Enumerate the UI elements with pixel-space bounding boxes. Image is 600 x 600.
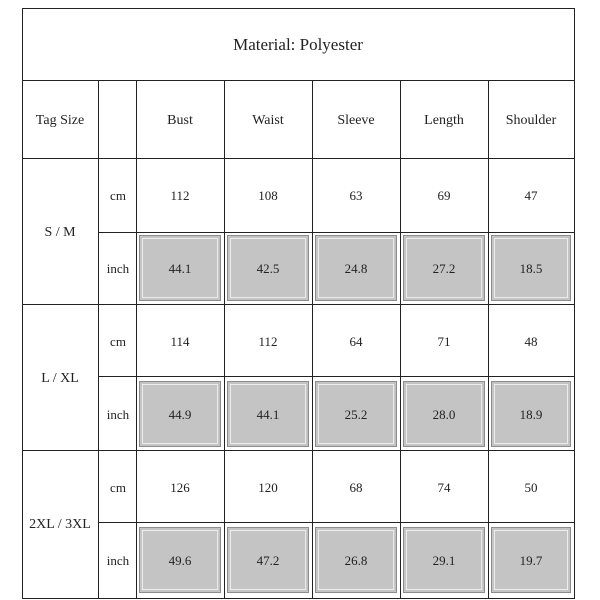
header-sleeve: Sleeve xyxy=(337,113,375,128)
cell-inch-waist: 47.2 xyxy=(256,553,280,568)
cell-cm-length: 71 xyxy=(437,334,451,349)
cell-cm-bust: 114 xyxy=(170,334,190,349)
cell-cm-sleeve: 68 xyxy=(349,480,363,495)
cell-inch-sleeve: 24.8 xyxy=(344,261,368,276)
cell-inch-bust: 49.6 xyxy=(168,553,192,568)
cell-inch-shoulder: 18.5 xyxy=(519,261,543,276)
cell-cm-waist: 120 xyxy=(258,480,278,495)
cell-inch-shoulder: 19.7 xyxy=(519,553,543,568)
size-label-l-xl: L / XL xyxy=(41,371,79,386)
cell-cm-waist: 112 xyxy=(258,334,278,349)
table-grid xyxy=(23,9,575,599)
header-waist: Waist xyxy=(252,113,284,128)
cell-inch-length: 28.0 xyxy=(432,407,456,422)
cell-inch-sleeve: 26.8 xyxy=(344,553,368,568)
header-shoulder: Shoulder xyxy=(505,113,557,128)
size-rows xyxy=(29,188,570,593)
cell-cm-shoulder: 48 xyxy=(524,334,538,349)
cell-inch-waist: 44.1 xyxy=(256,407,280,422)
header-bust: Bust xyxy=(167,113,193,128)
unit-label-cm: cm xyxy=(110,480,126,495)
cell-cm-sleeve: 63 xyxy=(349,188,363,203)
header-length: Length xyxy=(424,113,464,128)
cell-inch-bust: 44.1 xyxy=(168,261,192,276)
cell-cm-length: 69 xyxy=(437,188,451,203)
header-tag-size: Tag Size xyxy=(35,113,85,128)
cell-cm-sleeve: 64 xyxy=(349,334,363,349)
cell-inch-waist: 42.5 xyxy=(256,261,280,276)
unit-label-inch: inch xyxy=(106,261,130,276)
table-title: Material: Polyester xyxy=(233,35,363,54)
cell-cm-shoulder: 47 xyxy=(524,188,538,203)
unit-label-inch: inch xyxy=(106,407,130,422)
cell-inch-sleeve: 25.2 xyxy=(344,407,368,422)
unit-label-cm: cm xyxy=(110,188,126,203)
cell-inch-length: 27.2 xyxy=(432,261,456,276)
cell-cm-length: 74 xyxy=(437,480,451,495)
size-label-2xl-3xl: 2XL / 3XL xyxy=(29,517,91,532)
cell-inch-bust: 44.9 xyxy=(168,407,192,422)
cell-cm-waist: 108 xyxy=(258,188,278,203)
size-label-s-m: S / M xyxy=(44,225,76,240)
cell-inch-length: 29.1 xyxy=(432,553,456,568)
cell-cm-bust: 112 xyxy=(170,188,190,203)
cell-cm-shoulder: 50 xyxy=(524,480,538,495)
unit-label-cm: cm xyxy=(110,334,126,349)
cell-cm-bust: 126 xyxy=(170,480,190,495)
unit-label-inch: inch xyxy=(106,553,130,568)
cell-inch-shoulder: 18.9 xyxy=(519,407,543,422)
